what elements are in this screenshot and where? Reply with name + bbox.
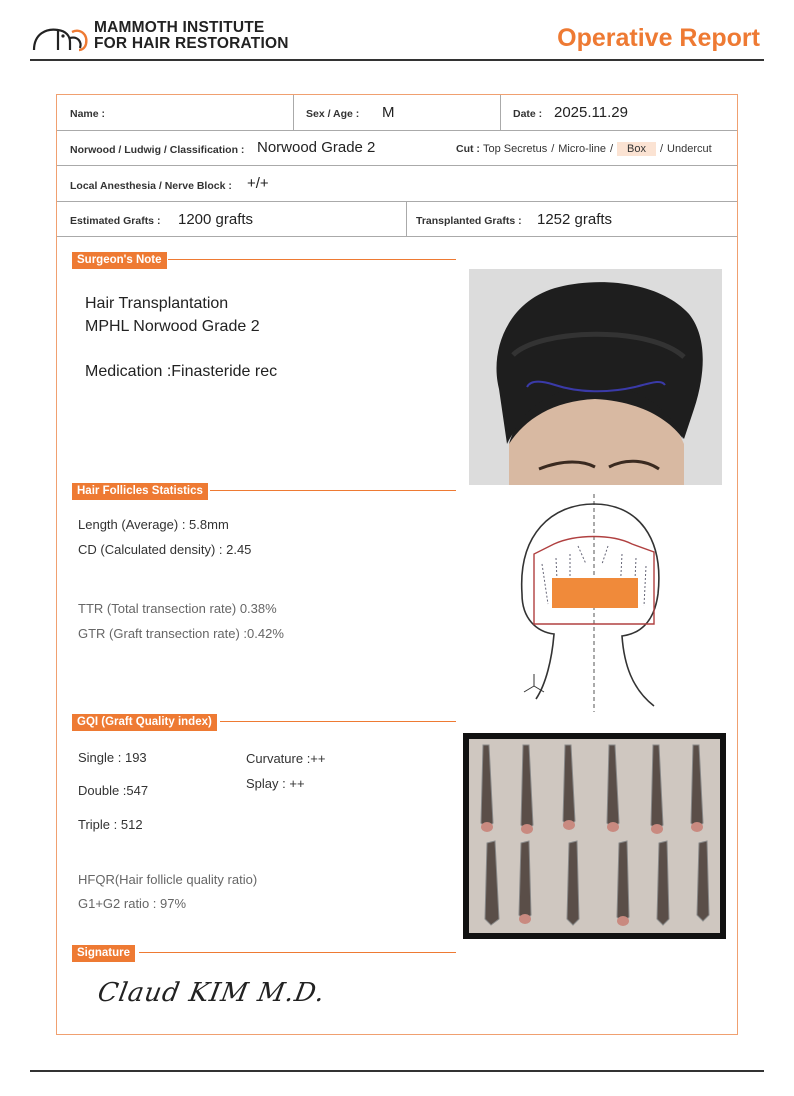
- gqi-splay: Splay : ++: [246, 776, 305, 791]
- signature-heading: Signature: [72, 945, 135, 962]
- sex-age-label: Sex / Age :: [306, 108, 360, 120]
- transplanted-grafts-value: 1252 grafts: [537, 211, 613, 228]
- gqi-triple: Triple : 512: [78, 817, 143, 832]
- classification-value: Norwood Grade 2: [257, 139, 376, 156]
- surgeons-note-heading: Surgeon's Note: [72, 252, 167, 269]
- gqi-rule: [220, 721, 456, 722]
- gqi-heading: GQI (Graft Quality index): [72, 714, 217, 731]
- signature-rule: [139, 952, 456, 953]
- institute-name: [94, 20, 289, 52]
- transplanted-grafts-label: Transplanted Grafts :: [416, 215, 522, 227]
- signature: Claud KIM M.D.: [95, 978, 328, 1008]
- header-divider: [30, 59, 764, 61]
- classification-label: Norwood / Ludwig / Classification :: [70, 144, 245, 156]
- cut-option-undercut: Undercut: [667, 143, 712, 155]
- elephant-logo-icon: [32, 20, 90, 54]
- row1-sep-a: [293, 95, 294, 130]
- anesthesia-label: Local Anesthesia / Nerve Block :: [70, 180, 232, 192]
- follicle-stats-rule: [210, 490, 456, 491]
- info-row-grafts: [57, 202, 737, 237]
- hairline-photo: [469, 269, 722, 485]
- institute-name-line1: MAMMOTH INSTITUTE: [94, 19, 265, 36]
- stat-calculated-density: CD (Calculated density) : 2.45: [78, 542, 252, 557]
- info-row-classification: [57, 131, 737, 166]
- gqi-ratio: G1+G2 ratio : 97%: [78, 896, 187, 911]
- estimated-grafts-label: Estimated Grafts :: [70, 215, 161, 227]
- cut-options: Top Secretus / Micro-line / Box / Undercut: [483, 143, 712, 155]
- institute-name-line2: FOR HAIR RESTORATION: [94, 35, 289, 52]
- gqi-curvature: Curvature :++: [246, 751, 326, 766]
- gqi-hfqr: HFQR(Hair follicle quality ratio): [78, 872, 258, 887]
- cut-option-box-selected: Box: [617, 142, 656, 156]
- stat-ttr: TTR (Total transection rate) 0.38%: [78, 601, 277, 616]
- surgeons-note-rule: [168, 259, 456, 260]
- note-line-2: MPHL Norwood Grade 2: [85, 318, 260, 335]
- stat-gtr: GTR (Graft transection rate) :0.42%: [78, 626, 284, 641]
- name-label: Name :: [70, 108, 106, 120]
- cut-option-micro-line: Micro-line: [558, 143, 606, 155]
- footer-divider: [30, 1070, 764, 1072]
- date-label: Date :: [513, 108, 543, 120]
- follicle-stats-heading: Hair Follicles Statistics: [72, 483, 208, 500]
- report-title: Operative Report: [557, 24, 760, 52]
- sex-age-value: M: [382, 104, 395, 121]
- info-row-anesthesia: [57, 166, 737, 202]
- cut-label: Cut :: [456, 143, 480, 155]
- estimated-grafts-value: 1200 grafts: [178, 211, 254, 228]
- anesthesia-value: +/+: [247, 175, 269, 192]
- note-line-1: Hair Transplantation: [85, 295, 229, 312]
- stat-length: Length (Average) : 5.8mm: [78, 517, 229, 532]
- cut-option-top-secretus: Top Secretus: [483, 143, 548, 155]
- gqi-double: Double :547: [78, 783, 149, 798]
- date-value: 2025.11.29: [554, 104, 628, 121]
- info-row-patient: [57, 95, 737, 131]
- donor-area-diagram: [512, 494, 662, 712]
- row4-sep: [406, 202, 407, 236]
- row1-sep-b: [500, 95, 501, 130]
- gqi-single: Single : 193: [78, 750, 147, 765]
- report-header: [30, 18, 764, 62]
- note-line-3: Medication :Finasteride rec: [85, 363, 278, 380]
- grafts-photo: [463, 733, 726, 939]
